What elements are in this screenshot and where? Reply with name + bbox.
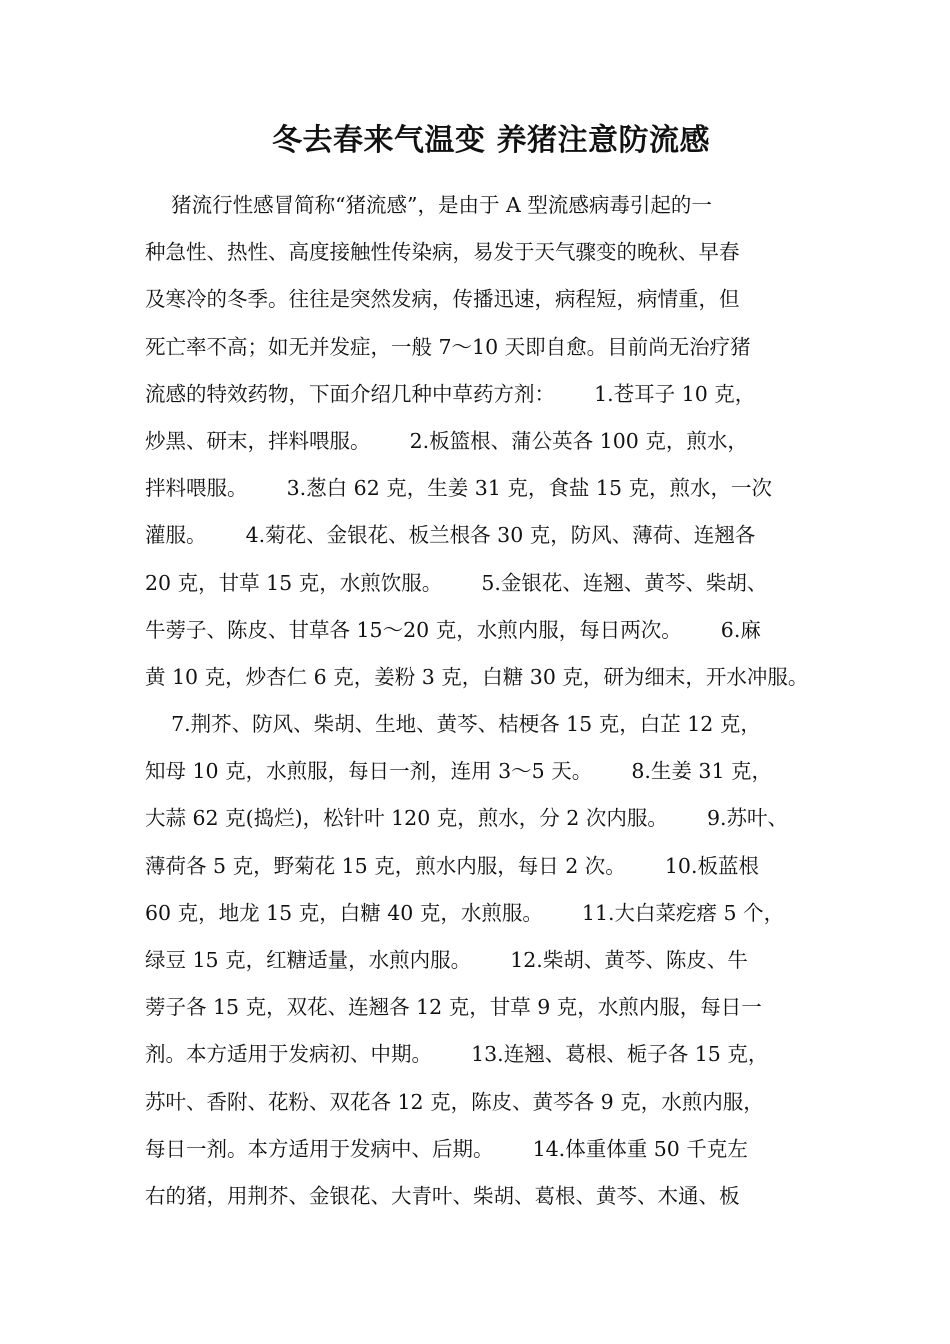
text-line: 猪流行性感冒简称“猪流感”，是由于 A 型流感病毒引起的一 xyxy=(145,193,712,217)
text-line: 大蒜 62 克(捣烂)，松针叶 120 克，煎水，分 2 次内服。 9.苏叶、 xyxy=(145,806,789,831)
text-line: 剂。本方适用于发病初、中期。 13.连翘、葛根、栀子各 15 克， xyxy=(145,1042,769,1067)
text-line: 每日一剂。本方适用于发病中、后期。 14.体重体重 50 千克左 xyxy=(145,1136,748,1161)
text-line: 种急性、热性、高度接触性传染病，易发于天气骤变的晚秋、早春 xyxy=(145,240,740,265)
text-line: 20 克，甘草 15 克，水煎饮服。 5.金银花、连翘、黄芩、柴胡、 xyxy=(145,570,768,595)
text-line: 薄荷各 5 克，野菊花 15 克，煎水内服，每日 2 次。 10.板蓝根 xyxy=(145,853,759,878)
text-line: 绿豆 15 克，红糖适量，水煎内服。 12.柴胡、黄芩、陈皮、牛 xyxy=(145,948,748,972)
text-line: 黄 10 克，炒杏仁 6 克，姜粉 3 克，白糖 30 克，研为细末，开水冲服。 xyxy=(145,664,809,689)
text-line: 右的猪，用荆芥、金银花、大青叶、柴胡、葛根、黄芩、木通、板 xyxy=(145,1183,740,1208)
document-title: 冬去春来气温变 养猪注意防流感 xyxy=(272,123,710,158)
text-line: 牛蒡子、陈皮、甘草各 15～20 克，水煎内服，每日两次。 6.麻 xyxy=(145,617,761,642)
text-line: 7.荆芥、防风、柴胡、生地、黄芩、桔梗各 15 克，白芷 12 克， xyxy=(145,712,761,737)
text-line: 死亡率不高；如无并发症，一般 7～10 天即自愈。目前尚无治疗猪 xyxy=(145,334,751,359)
text-line: 蒡子各 15 克，双花、连翘各 12 克，甘草 9 克，水煎内服，每日一 xyxy=(145,995,762,1020)
text-line: 知母 10 克，水煎服，每日一剂，连用 3～5 天。 8.生姜 31 克， xyxy=(145,759,773,784)
text-line: 流感的特效药物，下面介绍几种中草药方剂： 1.苍耳子 10 克， xyxy=(145,381,756,406)
text-line: 苏叶、香附、花粉、双花各 12 克，陈皮、黄芩各 9 克，水煎内服， xyxy=(145,1089,764,1114)
text-line: 炒黑、研末，拌料喂服。 2.板篮根、蒲公英各 100 克，煎水， xyxy=(145,428,748,453)
text-line: 60 克，地龙 15 克，白糖 40 克，水煎服。 11.大白菜疙瘩 5 个， xyxy=(145,900,785,925)
text-line: 拌料喂服。 3.葱白 62 克，生姜 31 克，食盐 15 克，煎水，一次 xyxy=(145,476,773,501)
document-body xyxy=(145,182,825,1220)
text-line: 灌服。 4.菊花、金银花、板兰根各 30 克，防风、薄荷、连翘各 xyxy=(145,523,756,548)
text-line: 及寒冷的冬季。往往是突然发病，传播迅速，病程短，病情重，但 xyxy=(145,287,740,312)
